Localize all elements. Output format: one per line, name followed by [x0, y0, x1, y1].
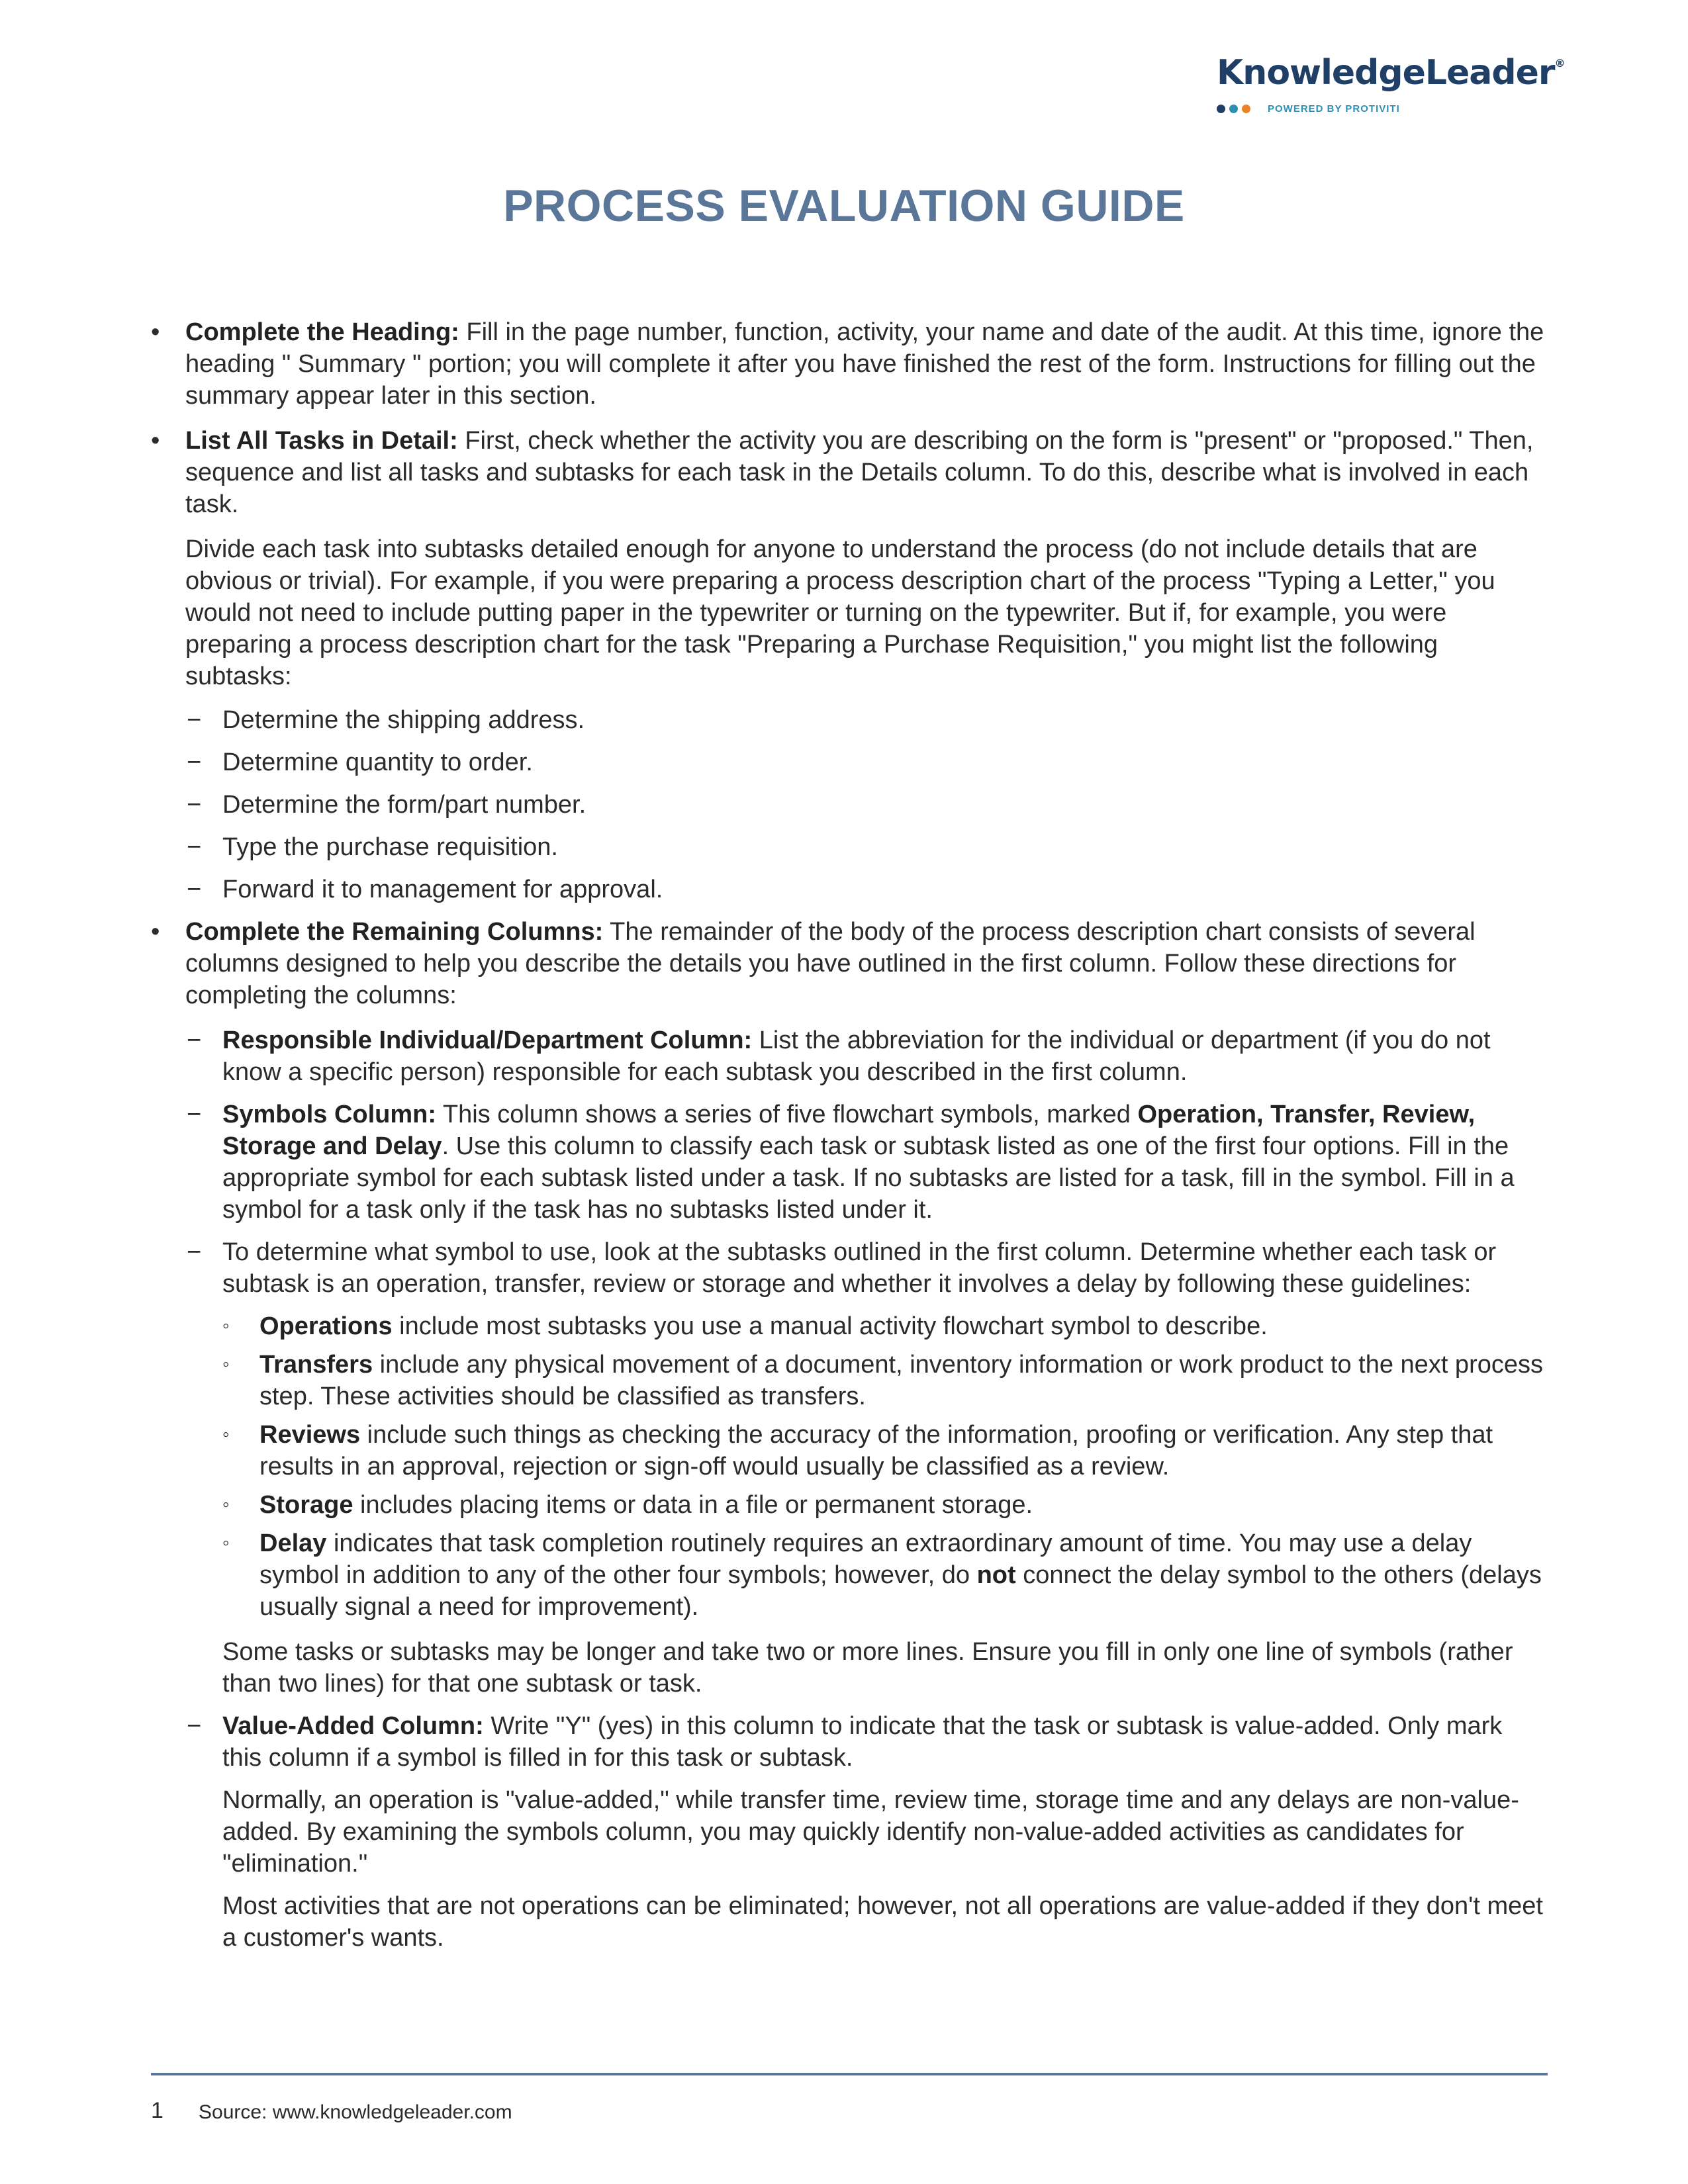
list-item: − Determine quantity to order. — [187, 749, 533, 776]
logo-subline — [1217, 103, 1534, 114]
determine-symbol-item: − To determine what symbol to use, look at the subtasks outlined in the first column. Determine whether each task or subtask is an operation, transfer, review or storage and whether it involves a delay by following these guidelines: — [187, 1238, 1497, 1298]
guideline-transfers: ◦ Transfers include any physical movement of a document, inventory information or work product to the next process step. These activities should be classified as transfers. — [222, 1351, 1543, 1410]
list-item: − Forward it to management for approval. — [187, 876, 663, 903]
guide-body — [151, 316, 1548, 1964]
value-added-paragraph-1: Normally, an operation is "value-added," while transfer time, review time, storage time and any delays are non-value-added. By examining the symbols column, you may quickly identify non-value-added activities as candidates for "elimination." — [222, 1786, 1519, 1878]
knowledgeleader-logo — [1217, 53, 1565, 114]
bullet-list-tasks: • List All Tasks in Detail: First, check whether the activity you are describing on the form is "present" or "proposed." Then, sequence and list all tasks and subtasks for each task in the Details column. To do this, describe what is involved in each task. — [151, 425, 1548, 520]
page-number: 1 — [151, 2098, 164, 2123]
symbols-column-item: − Symbols Column: This column shows a series of five flowchart symbols, marked Operation, Transfer, Review, Storage and Delay. Use this column to classify each task or subtask listed as one of the first four options. Fill in the appropriate symbol for each subtask listed under a task. If no subtasks are listed for a task, fill in the symbol. Fill in a symbol for a task only if the task has no subtasks listed under it. — [187, 1101, 1515, 1224]
value-added-column-item: − Value-Added Column: Write "Y" (yes) in this column to indicate that the task or subtask is value-added. Only mark this column if a symbol is filled in for this task or subtask. — [187, 1712, 1503, 1772]
footer-divider — [151, 2073, 1548, 2075]
responsible-column-item: − Responsible Individual/Department Column: List the abbreviation for the individual or department (if you do not know a specific person) responsible for each subtask you described in the first column. — [187, 1026, 1491, 1086]
guideline-reviews: ◦ Reviews include such things as checking the accuracy of the information, proofing or verification. Any step that results in an approval, rejection or sign-off would usually be classified as a review. — [222, 1421, 1493, 1480]
bullet-marker: • — [151, 427, 160, 455]
bullet-marker: • — [151, 318, 160, 346]
logo-wordmark: KnowledgeLeader® — [1217, 53, 1565, 93]
guideline-delay: ◦ Delay indicates that task completion routinely requires an extraordinary amount of time. You may use a delay symbol in addition to any of the other four symbols; however, do not connect the delay symbol to the others (delays usually signal a need for improvement). — [222, 1529, 1542, 1621]
tasks-paragraph: Divide each task into subtasks detailed enough for anyone to understand the process (do not include details that are obvious or trivial). For example, if you were preparing a process description chart of the process "Typing a Letter," you would not need to include putting paper in the typewriter or turning on the typewriter. But if, for example, you were preparing a process description chart for the task "Preparing a Purchase Requisition," you might list the following subtasks: — [185, 535, 1495, 690]
lines-note-paragraph: Some tasks or subtasks may be longer and take two or more lines. Ensure you fill in only one line of symbols (rather than two lines) for that one subtask or task. — [222, 1638, 1513, 1698]
logo-dot-navy-icon — [1217, 105, 1225, 113]
bullet-marker: • — [151, 918, 160, 946]
value-added-paragraph-2: Most activities that are not operations can be eliminated; however, not all operations are value-added if they don't meet a customer's wants. — [222, 1892, 1543, 1952]
bullet-complete-heading: • Complete the Heading: Fill in the page number, function, activity, your name and date of the audit. At this time, ignore the heading " Summary " portion; you will complete it after you have finished the rest of the form. Instructions for filling out the summary appear later in this section. — [151, 316, 1548, 412]
list-item: − Determine the shipping address. — [187, 706, 585, 734]
registered-mark: ® — [1554, 57, 1565, 69]
guideline-operations: ◦ Operations include most subtasks you use a manual activity flowchart symbol to describe. — [222, 1312, 1268, 1340]
guideline-storage: ◦ Storage includes placing items or data in a file or permanent storage. — [222, 1491, 1033, 1519]
list-item: − Determine the form/part number. — [187, 791, 586, 819]
bullet-remaining-columns: • Complete the Remaining Columns: The remainder of the body of the process description chart consists of several columns designed to help you describe the details you have outlined in the first column. Follow these directions for completing the columns: — [151, 916, 1548, 1011]
logo-tagline: POWERED BY PROTIVITI — [1268, 103, 1400, 114]
list-item: − Type the purchase requisition. — [187, 833, 558, 861]
logo-dot-blue-icon — [1229, 105, 1238, 113]
logo-dot-orange-icon — [1242, 105, 1250, 113]
footer-source: Source: www.knowledgeleader.com — [199, 2101, 512, 2123]
page-title: PROCESS EVALUATION GUIDE — [503, 181, 1185, 231]
